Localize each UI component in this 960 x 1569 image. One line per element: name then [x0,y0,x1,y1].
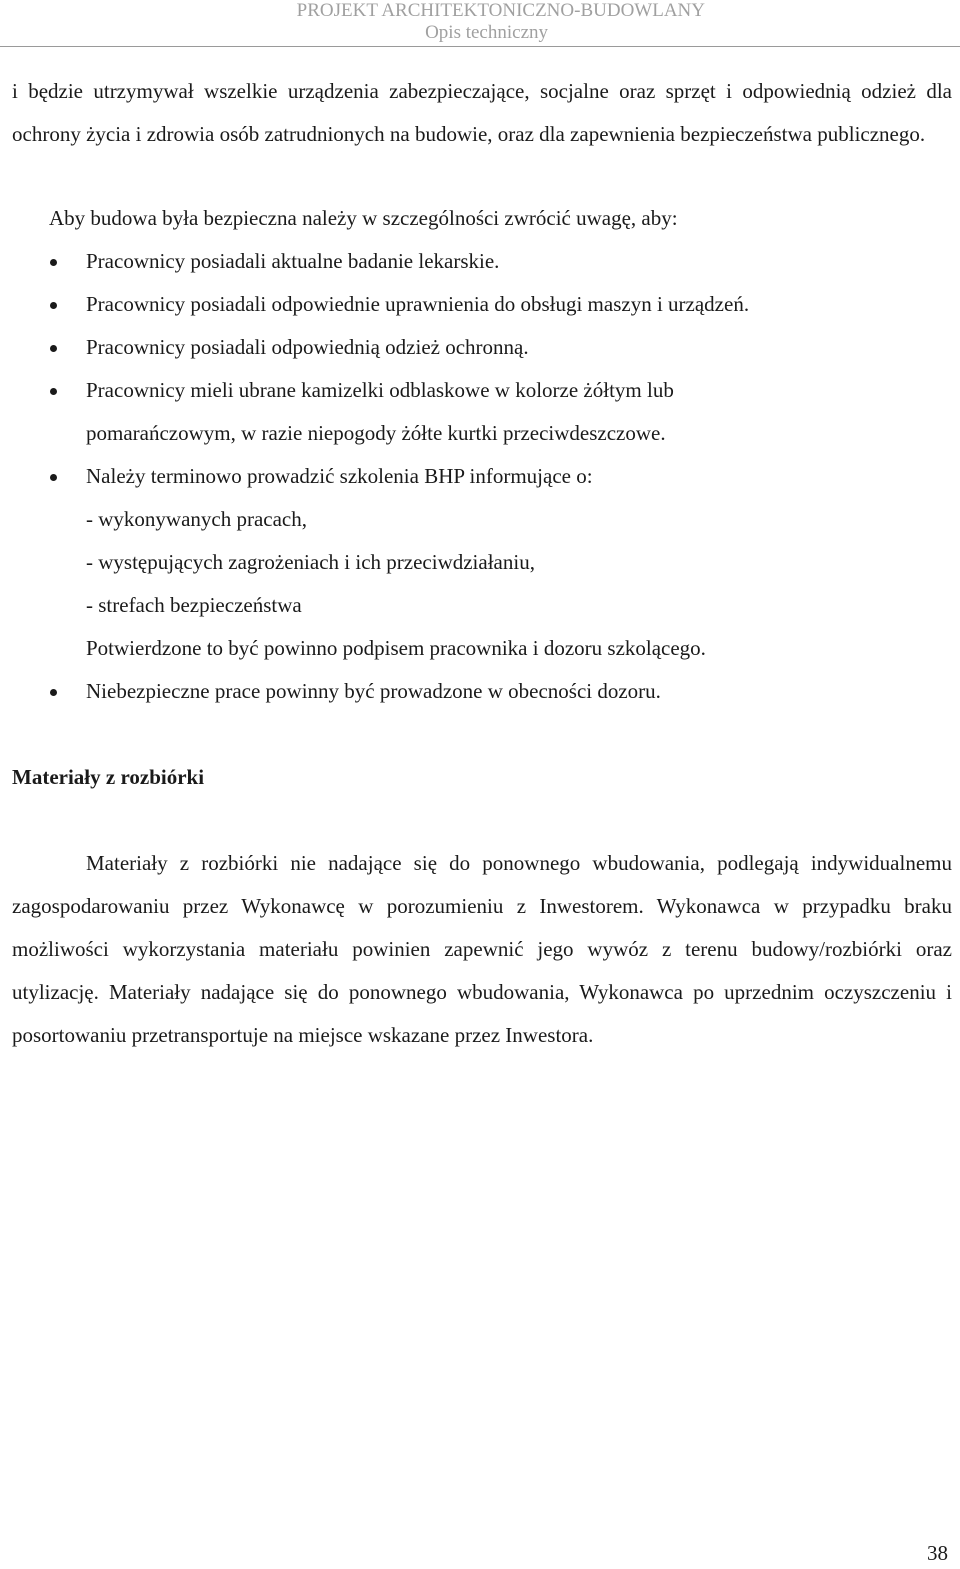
list-item-text: Pracownicy posiadali aktualne badanie lekarskie. [86,249,500,273]
list-item [12,455,952,670]
section-paragraph: Materiały z rozbiórki nie nadające się do ponownego wbudowania, podlegają indywidualnemu zagospodarowaniu przez Wykonawcę w porozumieniu z Inwestorem. Wykonawca w przypadku braku możliwości wykorzystania materiału powinien zapewnić jego wywóz z terenu budowy/rozbiórki oraz utylizację. Materiały nadające się do ponownego wbudowania, Wykonawca po uprzednim oczyszczeniu i posortowaniu przetransportuje na miejsce wskazane przez Inwestora. [12,851,952,1047]
section-heading: Materiały z rozbiórki [12,765,205,789]
document-body [12,70,952,1057]
safety-lead-sentence: Aby budowa była bezpieczna należy w szczególności zwrócić uwagę, aby: [49,206,678,230]
list-item-text: Należy terminowo prowadzić szkolenia BHP informujące o: [86,464,593,488]
list-item [12,326,952,369]
list-item-text: Niebezpieczne prace powinny być prowadzone w obecności dozoru. [86,679,661,703]
training-confirmation-note: Potwierdzone to być powinno podpisem pracownika i dozoru szkolącego. [86,636,706,660]
bullet-icon [50,388,57,395]
list-item-text: Pracownicy posiadali odpowiednią odzież ochronną. [86,335,529,359]
list-item-text: Pracownicy posiadali odpowiednie uprawnienia do obsługi maszyn i urządzeń. [86,292,750,316]
bullet-icon [50,345,57,352]
list-item-text: Pracownicy mieli ubrane kamizelki odblaskowe w kolorze żółtym lub [86,378,674,402]
list-item [12,670,952,713]
list-item-text-continued: pomarańczowym, w razie niepogody żółte kurtki przeciwdeszczowe. [86,421,666,445]
list-item [12,240,952,283]
training-topic: - występujących zagrożeniach i ich przeciwdziałaniu, [86,550,535,574]
header-document-type: Opis techniczny [425,22,548,43]
list-item [12,283,952,326]
bullet-icon [50,259,57,266]
training-topic: - wykonywanych pracach, [86,507,307,531]
page-number: 38 [927,1541,948,1565]
safety-requirements-list [12,240,952,713]
bullet-icon [50,302,57,309]
list-item [12,369,952,455]
page-header [0,0,960,47]
bullet-icon [50,474,57,481]
intro-paragraph: i będzie utrzymywał wszelkie urządzenia zabezpieczające, socjalne oraz sprzęt i odpowiednią odzież dla ochrony życia i zdrowia osób zatrudnionych na budowie, oraz dla zapewnienia bezpieczeństwa publicznego. [12,79,952,146]
header-project-title: PROJEKT ARCHITEKTONICZNO-BUDOWLANY [296,0,705,21]
training-topic: - strefach bezpieczeństwa [86,593,302,617]
bullet-icon [50,689,57,696]
